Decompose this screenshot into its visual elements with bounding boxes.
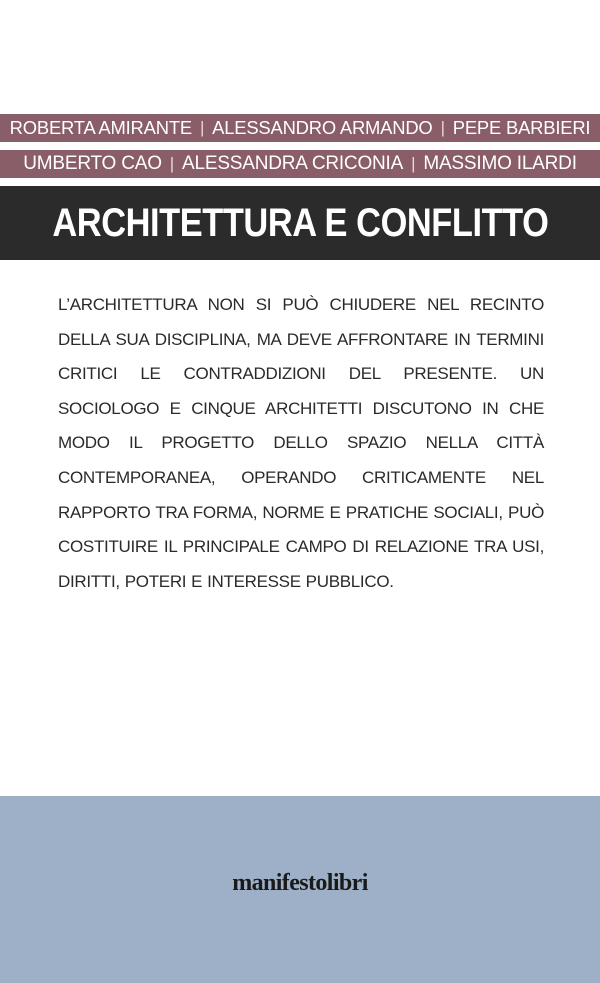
author-name: PEPE BARBIERI [452, 117, 591, 138]
book-description: L’ARCHITETTURA NON SI PUÒ CHIUDERE NEL RECINTO DELLA SUA DISCIPLINA, MA DEVE AFFRONTARE IN TERMINI CRITICI LE CONTRADDIZIONI DEL PRESENTE. UN SOCIOLOGO E CINQUE ARCHITETTI DISCUTONO IN CHE MODO IL PROGETTO DELLO SPAZIO NELLA CITTÀ CONTEMPORANEA, OPERANDO CRITICAMENTE NEL RAPPORTO TRA FORMA, NORME E PRATICHE SOCIALI, PUÒ COSTITUIRE IL PRINCIPALE CAMPO DI RELAZIONE TRA USI, DIRITTI, POTERI E INTERESSE PUBBLICO. [58, 295, 544, 591]
author-band-1 [0, 114, 600, 142]
publisher-logo: manifestolibri [232, 870, 368, 896]
publisher-band [0, 796, 600, 983]
author-separator: | [411, 154, 416, 173]
author-name: MASSIMO ILARDI [423, 153, 577, 174]
author-separator: | [440, 118, 445, 137]
author-name: ALESSANDRA CRICONIA [182, 153, 404, 174]
title-band [0, 186, 600, 260]
book-title: ARCHITETTURA E CONFLITTO [51, 200, 549, 245]
author-name: UMBERTO CAO [23, 153, 162, 174]
author-separator: | [199, 118, 205, 137]
author-name: ROBERTA AMIRANTE [9, 117, 192, 138]
author-band-2 [0, 150, 600, 178]
author-name: ALESSANDRO ARMANDO [212, 117, 433, 138]
author-separator: | [169, 154, 175, 173]
